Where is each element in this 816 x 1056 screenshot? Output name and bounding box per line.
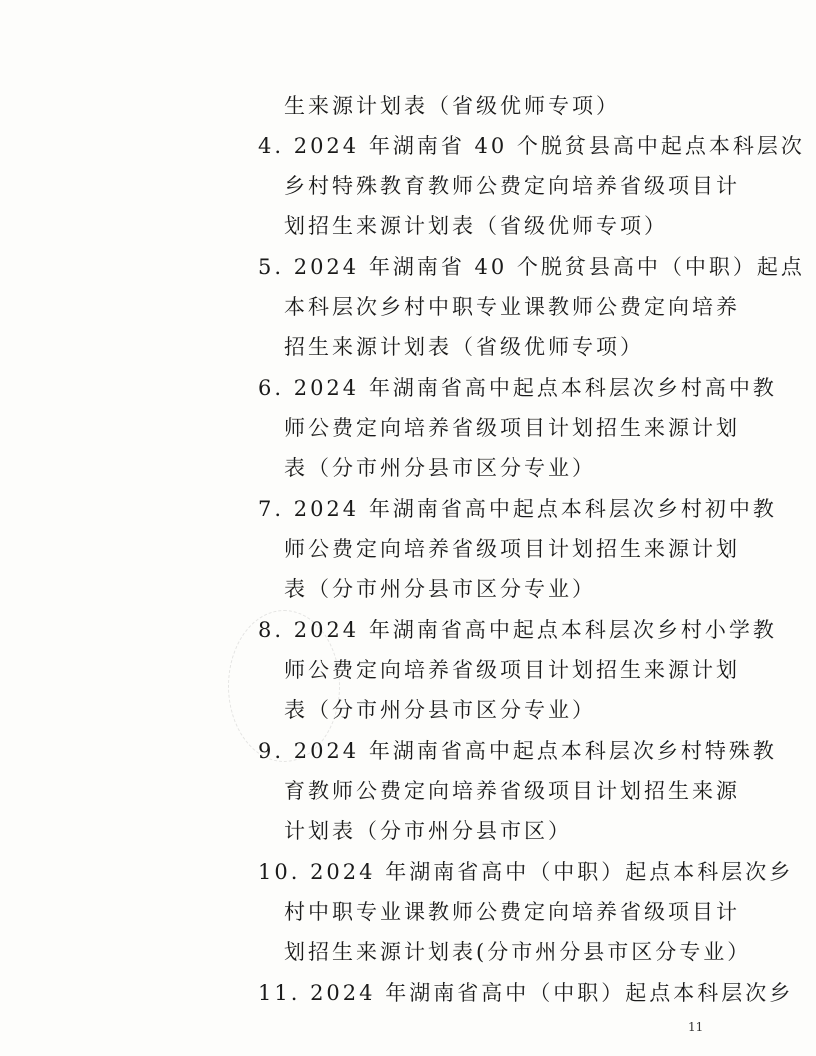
list-item-9-line-2: 育教师公费定向培养省级项目计划招生来源	[284, 779, 740, 803]
text-line: 生来源计划表（省级优师专项）	[284, 94, 620, 118]
list-item-7-line-2: 师公费定向培养省级项目计划招生来源计划	[284, 537, 740, 561]
list-item-6-line-1: 6. 2024 年湖南省高中起点本科层次乡村高中教	[258, 376, 777, 400]
list-item-5-line-2: 本科层次乡村中职专业课教师公费定向培养	[284, 295, 740, 319]
list-item-8-line-1: 8. 2024 年湖南省高中起点本科层次乡村小学教	[258, 618, 777, 642]
list-item-8-line-3: 表（分市州分县市区分专业）	[284, 698, 596, 722]
list-item-7-line-1: 7. 2024 年湖南省高中起点本科层次乡村初中教	[258, 497, 777, 521]
list-item-5-line-3: 招生来源计划表（省级优师专项）	[284, 335, 644, 359]
list-item-10-line-3: 划招生来源计划表(分市州分县市区分专业）	[284, 940, 752, 964]
list-item-10-line-2: 村中职专业课教师公费定向培养省级项目计	[284, 900, 740, 924]
list-item-6-line-2: 师公费定向培养省级项目计划招生来源计划	[284, 416, 740, 440]
list-item-4-line-3: 划招生来源计划表（省级优师专项）	[284, 214, 668, 238]
list-item-11-line-1: 11. 2024 年湖南省高中（中职）起点本科层次乡	[258, 981, 794, 1005]
list-item-9-line-3: 计划表（分市州分县市区）	[284, 819, 572, 843]
list-item-4-line-1: 4. 2024 年湖南省 40 个脱贫县高中起点本科层次	[258, 134, 805, 158]
list-item-5-line-1: 5. 2024 年湖南省 40 个脱贫县高中（中职）起点	[258, 255, 805, 279]
list-item-6-line-3: 表（分市州分县市区分专业）	[284, 456, 596, 480]
list-item-10-line-1: 10. 2024 年湖南省高中（中职）起点本科层次乡	[258, 860, 794, 884]
page-number: 11	[688, 1020, 704, 1034]
list-item-4-line-2: 乡村特殊教育教师公费定向培养省级项目计	[284, 174, 740, 198]
list-item-8-line-2: 师公费定向培养省级项目计划招生来源计划	[284, 658, 740, 682]
list-item-7-line-3: 表（分市州分县市区分专业）	[284, 577, 596, 601]
list-item-9-line-1: 9. 2024 年湖南省高中起点本科层次乡村特殊教	[258, 739, 777, 763]
